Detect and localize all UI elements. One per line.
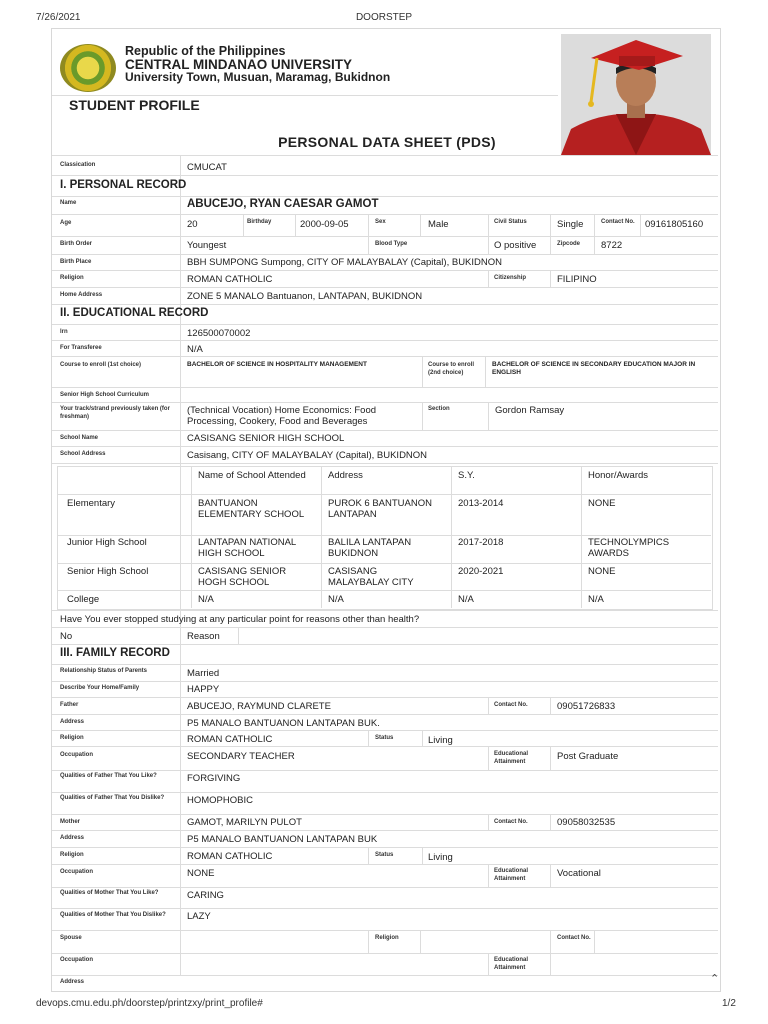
mother-occupation-label: Occupation (60, 869, 94, 875)
track-strand-label: Your track/strand previously taken (for freshman) (60, 406, 170, 420)
father-status-value: Living (428, 735, 453, 746)
row-level: Elementary (67, 498, 116, 509)
father-contact-label: Contact No. (494, 702, 528, 708)
classification-label: Classication (60, 162, 96, 168)
stopped-studying-answer: No (60, 631, 73, 642)
course-second-choice-label: Course to enroll (2nd choice) (428, 362, 475, 376)
age-label: Age (60, 220, 72, 226)
describe-home-value: HAPPY (187, 684, 220, 695)
section-label: Section (428, 406, 450, 412)
birthday-label: Birthday (247, 219, 272, 225)
mother-status-value: Living (428, 852, 453, 863)
mother-like-label: Qualities of Mother That You Like? (60, 890, 159, 896)
spouse-occupation-label: Occupation (60, 957, 94, 963)
contact-value: 09161805160 (645, 219, 704, 230)
student-name: ABUCEJO, RYAN CAESAR GAMOT (187, 198, 379, 210)
col-header-awards: Honor/Awards (588, 470, 649, 481)
university-seal-logo (60, 44, 116, 92)
mother-education-label: Educational Attainment (494, 868, 529, 882)
home-address-label: Home Address (60, 292, 103, 298)
reason-label: Reason (187, 631, 220, 642)
row-sy: 2017-2018 (458, 537, 504, 548)
university-address: University Town, Musuan, Maramag, Bukidnon (125, 70, 391, 84)
blood-type-label: Blood Type (375, 241, 408, 247)
father-occupation-label: Occupation (60, 752, 94, 758)
father-like-value: FORGIVING (187, 773, 241, 784)
religion-value: ROMAN CATHOLIC (187, 274, 273, 285)
father-education-label: Educational Attainment (494, 751, 529, 765)
personal-record-heading: I. PERSONAL RECORD (60, 179, 187, 191)
university-name: CENTRAL MINDANAO UNIVERSITY (125, 57, 353, 72)
row-address: PUROK 6 BANTUANON LANTAPAN (328, 498, 432, 520)
father-contact-value: 09051726833 (557, 701, 616, 712)
civil-status-label: Civil Status (494, 219, 527, 225)
print-date: 7/26/2021 (36, 12, 81, 23)
print-site-title: DOORSTEP (355, 12, 413, 23)
row-school: LANTAPAN NATIONAL HIGH SCHOOL (198, 537, 296, 559)
print-page-number: 1/2 (722, 998, 736, 1009)
row-level: Junior High School (67, 537, 147, 548)
row-sy: 2020-2021 (458, 566, 504, 577)
father-name: ABUCEJO, RAYMUND CLARETE (187, 701, 331, 712)
contact-label: Contact No. (601, 219, 635, 225)
father-religion-value: ROMAN CATHOLIC (187, 734, 273, 745)
mother-name: GAMOT, MARILYN PULOT (187, 817, 302, 828)
mother-address-value: P5 MANALO BANTUANON LANTAPAN BUK (187, 834, 378, 845)
father-address-value: P5 MANALO BANTUANON LANTAPAN BUK. (187, 718, 380, 729)
university-heading (125, 45, 390, 84)
row-award: TECHNOLYMPICS AWARDS (588, 537, 670, 559)
educational-record-heading: II. EDUCATIONAL RECORD (60, 307, 209, 319)
civil-status-value: Single (557, 219, 584, 230)
father-education-value: Post Graduate (557, 751, 619, 762)
parents-relationship-value: Married (187, 668, 220, 679)
birthday-value: 2000-09-05 (300, 219, 349, 230)
row-sy: N/A (458, 594, 474, 605)
transferee-value: N/A (187, 344, 203, 355)
row-sy: 2013-2014 (458, 498, 504, 509)
mother-label: Mother (60, 819, 80, 825)
school-address-label: School Address (60, 451, 106, 457)
school-name-label: School Name (60, 435, 99, 441)
course-first-choice-value: BACHELOR OF SCIENCE IN HOSPITALITY MANAGEMENT (187, 361, 367, 368)
birthplace-label: Birth Place (60, 259, 92, 265)
pds-title: PERSONAL DATA SHEET (PDS) (278, 134, 496, 150)
course-second-choice-value: BACHELOR OF SCIENCE IN SECONDARY EDUCATION MAJOR IN ENGLISH (492, 361, 696, 376)
citizenship-value: FILIPINO (557, 274, 597, 285)
mother-contact-value: 09058032535 (557, 817, 616, 828)
row-school: CASISANG SENIOR HOGH SCHOOL (198, 566, 287, 588)
father-dislike-value: HOMOPHOBIC (187, 795, 253, 806)
shs-curriculum-label: Senior High School Curriculum (60, 392, 150, 398)
zipcode-value: 8722 (601, 240, 623, 251)
father-label: Father (60, 702, 79, 708)
row-address: BALILA LANTAPAN BUKIDNON (328, 537, 412, 559)
home-address-value: ZONE 5 MANALO Bantuanon, LANTAPAN, BUKIDNON (187, 291, 423, 302)
spouse-label: Spouse (60, 935, 82, 941)
spouse-education-label: Educational Attainment (494, 957, 529, 971)
mother-religion-label: Religion (60, 852, 84, 858)
lrn-label: lrn (60, 329, 68, 335)
sex-value: Male (428, 219, 449, 230)
name-label: Name (60, 200, 77, 206)
family-record-heading: III. FAMILY RECORD (60, 647, 170, 659)
col-header-school: Name of School Attended (198, 470, 306, 481)
zipcode-label: Zipcode (557, 241, 581, 247)
transferee-label: For Transferee (60, 345, 102, 351)
blood-type-value: O positive (494, 240, 537, 251)
mother-religion-value: ROMAN CATHOLIC (187, 851, 273, 862)
mother-occupation-value: NONE (187, 868, 215, 879)
row-level: College (67, 594, 100, 605)
lrn-value: 126500070002 (187, 328, 251, 339)
track-strand-value: (Technical Vocation) Home Economics: Food Processing, Cookery, Food and Beverages (187, 405, 377, 427)
student-profile-title: STUDENT PROFILE (69, 97, 200, 113)
describe-home-label: Describe Your Home/Family (60, 685, 140, 691)
father-address-label: Address (60, 719, 85, 725)
student-photo (561, 34, 711, 155)
spouse-address-label: Address (60, 979, 85, 985)
classification-value: CMUCAT (187, 162, 227, 173)
col-header-sy: S.Y. (458, 470, 475, 481)
sex-label: Sex (375, 219, 386, 225)
spouse-contact-label: Contact No. (557, 935, 591, 941)
father-status-label: Status (375, 735, 394, 741)
school-name-value: CASISANG SENIOR HIGH SCHOOL (187, 433, 345, 444)
father-like-label: Qualities of Father That You Like? (60, 773, 157, 779)
row-school: N/A (198, 594, 214, 605)
print-url: devops.cmu.edu.ph/doorstep/printzxy/print_profile# (36, 998, 263, 1009)
citizenship-label: Citizenship (494, 275, 527, 281)
father-religion-label: Religion (60, 735, 84, 741)
birth-order-value: Youngest (187, 240, 227, 251)
mother-contact-label: Contact No. (494, 819, 528, 825)
col-header-address: Address (328, 470, 363, 481)
mother-address-label: Address (60, 835, 85, 841)
mother-dislike-value: LAZY (187, 911, 211, 922)
section-value: Gordon Ramsay (495, 405, 565, 416)
mother-like-value: CARING (187, 890, 224, 901)
row-level: Senior High School (67, 566, 149, 577)
spouse-religion-label: Religion (375, 935, 399, 941)
republic-line: Republic of the Philippines (125, 44, 286, 58)
row-school: BANTUANON ELEMENTARY SCHOOL (198, 498, 305, 520)
stopped-studying-question: Have You ever stopped studying at any particular point for reasons other than health? (60, 614, 420, 625)
birth-order-label: Birth Order (60, 241, 93, 247)
course-first-choice-label: Course to enroll (1st choice) (60, 362, 142, 368)
mother-status-label: Status (375, 852, 394, 858)
father-dislike-label: Qualities of Father That You Dislike? (60, 795, 165, 801)
row-address: CASISANG MALAYBALAY CITY (328, 566, 414, 588)
mother-dislike-label: Qualities of Mother That You Dislike? (60, 912, 166, 918)
father-occupation-value: SECONDARY TEACHER (187, 751, 295, 762)
scroll-up-icon[interactable]: ⌃ (710, 973, 720, 985)
birthplace-value: BBH SUMPONG Sumpong, CITY OF MALAYBALAY (Capital), BUKIDNON (187, 257, 502, 268)
mother-education-value: Vocational (557, 868, 601, 879)
school-address-value: Casisang, CITY OF MALAYBALAY (Capital), BUKIDNON (187, 450, 428, 461)
row-award: N/A (588, 594, 604, 605)
religion-label: Religion (60, 275, 84, 281)
row-award: NONE (588, 498, 616, 509)
age-value: 20 (187, 219, 198, 230)
row-award: NONE (588, 566, 616, 577)
parents-relationship-label: Relationship Status of Parents (60, 668, 148, 674)
row-address: N/A (328, 594, 344, 605)
